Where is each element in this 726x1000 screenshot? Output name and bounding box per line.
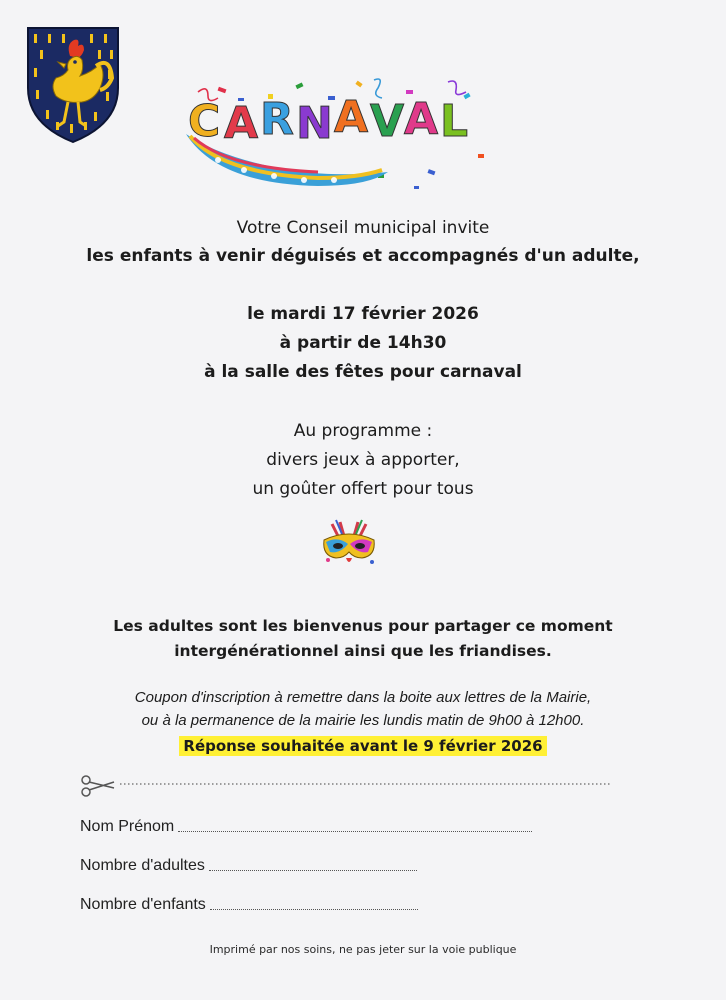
svg-text:A: A	[404, 94, 439, 145]
children-count-blank[interactable]	[210, 909, 418, 910]
name-label: Nom Prénom	[80, 818, 175, 835]
invitation-line-2: les enfants à venir déguisés et accompagnés d'un adulte,	[86, 246, 640, 266]
event-date: le mardi 17 février 2026	[247, 304, 479, 324]
adults-welcome	[0, 614, 726, 664]
svg-text:L: L	[440, 96, 469, 147]
adults-count-blank[interactable]	[209, 870, 417, 871]
program-item-2: un goûter offert pour tous	[252, 479, 474, 499]
name-field[interactable]	[80, 818, 532, 836]
adults-line-1: Les adultes sont les bienvenus pour partager ce moment	[113, 617, 613, 635]
invitation-line-1: Votre Conseil municipal invite	[236, 218, 490, 238]
footer-note: Imprimé par nos soins, ne pas jeter sur la voie publique	[209, 943, 517, 956]
adults-count-label: Nombre d'adultes	[80, 857, 205, 874]
svg-text:V: V	[370, 96, 405, 147]
coat-of-arms-rooster-icon	[26, 26, 120, 144]
reply-highlight: Réponse souhaitée avant le 9 février 2026	[179, 736, 546, 756]
svg-text:R: R	[260, 94, 294, 145]
coupon-line-1: Coupon d'inscription à remettre dans la boite aux lettres de la Mairie,	[134, 689, 592, 706]
scissors-icon	[82, 776, 114, 796]
name-blank[interactable]	[178, 831, 532, 832]
carnaval-logo	[178, 74, 520, 198]
event-details	[0, 300, 726, 387]
invitation-text	[0, 214, 726, 270]
children-count-field[interactable]	[80, 896, 418, 914]
coupon-instructions	[0, 686, 726, 732]
svg-text:N: N	[296, 98, 333, 149]
carnival-mask-icon	[318, 518, 380, 568]
svg-text:A: A	[334, 92, 369, 143]
reply-deadline	[0, 735, 726, 758]
cut-line	[80, 772, 620, 798]
program-heading: Au programme :	[293, 421, 433, 441]
svg-text:C: C	[188, 96, 221, 147]
children-count-label: Nombre d'enfants	[80, 896, 206, 913]
adults-count-field[interactable]	[80, 857, 417, 875]
event-time: à partir de 14h30	[279, 333, 447, 353]
program-section	[0, 417, 726, 504]
adults-line-2: intergénérationnel ainsi que les friandises.	[174, 642, 552, 660]
coupon-line-2: ou à la permanence de la mairie les lundis matin de 9h00 à 12h00.	[141, 712, 585, 729]
event-place: à la salle des fêtes pour carnaval	[204, 362, 522, 382]
svg-text:A: A	[224, 98, 259, 149]
program-item-1: divers jeux à apporter,	[266, 450, 460, 470]
